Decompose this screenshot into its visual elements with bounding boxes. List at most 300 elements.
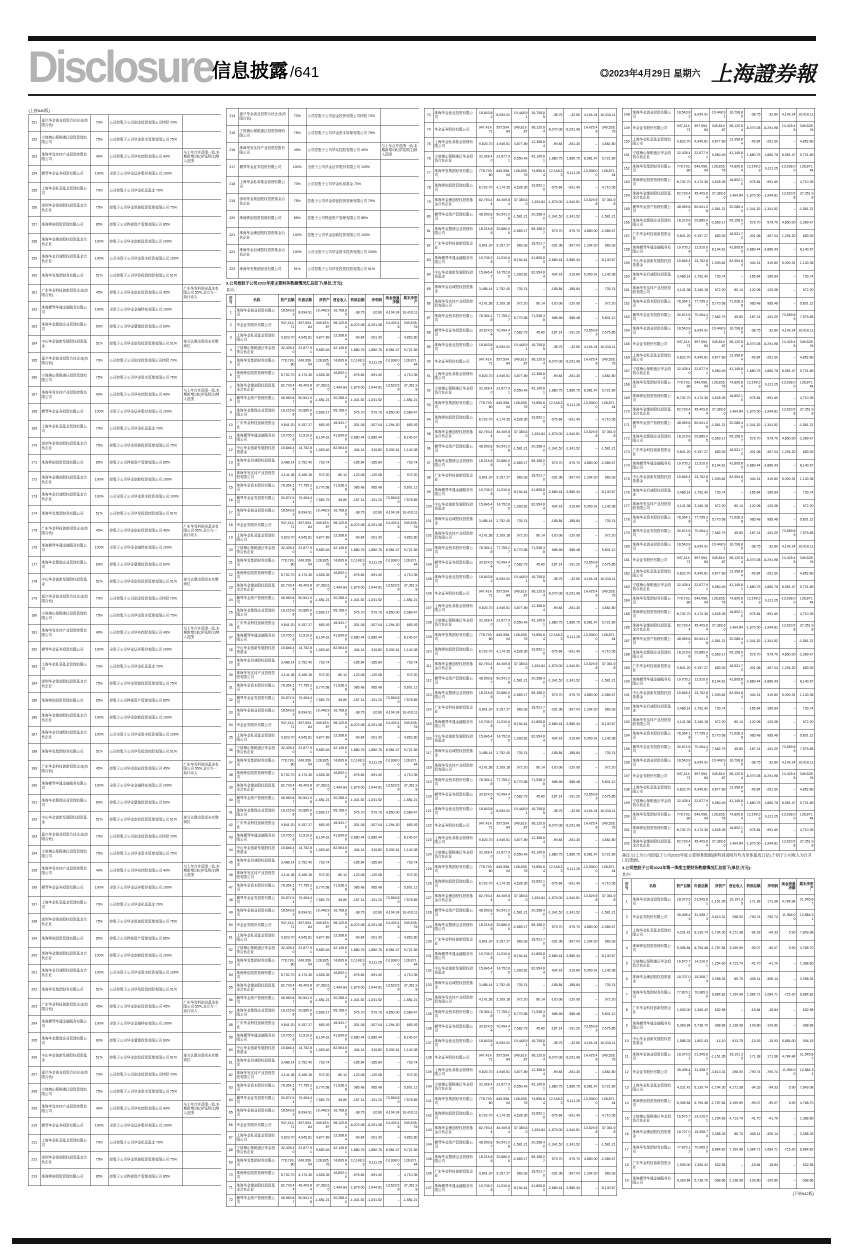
table-cell: 349,819.87 (511, 819, 529, 834)
table-cell: -185.84 (348, 457, 366, 470)
table-cell: 16,892.10 (727, 608, 745, 622)
table-cell: 18,543.82 (476, 804, 494, 819)
table-row (226, 982, 419, 995)
table-cell: 7 (622, 987, 631, 1003)
table-cell: 80.14 (529, 993, 547, 1008)
table-cell: -2,669.17 (511, 688, 529, 703)
page-number: /641 (290, 64, 320, 81)
table-cell: 珠海铧创投资管理有限公司 (631, 824, 674, 838)
table-cell: 珠海华金启诚股权投资基金合伙企业 (40, 965, 90, 982)
table-cell: – (383, 869, 401, 882)
table-cell: 8,981.47 (581, 616, 599, 631)
table-cell: 4,141.38 (278, 1069, 296, 1082)
table-row (226, 1044, 419, 1057)
table-cell: 20,288.40 (529, 674, 547, 689)
table-cell: 3,486.14 (674, 486, 692, 500)
table-cell: 73,559.89 (383, 894, 401, 907)
table-cell: 9,721.89 (599, 1080, 617, 1095)
table-cell: 中山华金创新发展股权投资基金 (433, 268, 476, 283)
table-cell: 404.14 (744, 257, 762, 271)
table-cell: 10,416.11 (797, 756, 815, 770)
table-cell: -6,291.98 (762, 122, 780, 136)
table-cell: 珠海华发实体产业投资控股有限公司 (631, 500, 674, 514)
table-row (424, 297, 617, 312)
table-cell: 37,351.98 (599, 195, 617, 210)
table-cell: 15 (226, 482, 235, 495)
table-cell: 1 (622, 894, 631, 910)
table-row (622, 675, 815, 689)
table-cell: 14,316.01 (692, 1111, 710, 1127)
note-4: 4.公司控股子公司2023年第一季度主要财务数据情况汇总如下(单位:万元): (622, 865, 752, 870)
table-cell: 32,428.40 (278, 1144, 296, 1157)
table-cell: 2,752.40 (296, 857, 314, 870)
table-cell: 48,959.87 (674, 635, 692, 649)
table-row (226, 782, 419, 795)
table-cell: 107 (424, 601, 433, 616)
table-cell: 128,835.76 (511, 1094, 529, 1109)
table-cell: 广东华发科创母基金有限公司 55%,双方为一致行动人 (182, 999, 221, 1016)
table-cell: -120.08 (762, 716, 780, 730)
table-cell: 4,768.70 (797, 941, 815, 957)
table-cell: -301.08 (546, 1167, 564, 1182)
table-cell: 4,141.38 (674, 500, 692, 514)
table-cell: 44 (226, 844, 235, 857)
table-cell: 128,835.76 (511, 166, 529, 181)
table-cell (380, 227, 419, 244)
table-cell: -13,938.00 (383, 557, 401, 570)
table-cell: 珠海华金创业投资有限公司 (433, 340, 476, 355)
table-cell: 中山华金创新发展股权投资基金 (40, 574, 90, 591)
table-cell: 18,531.70 (529, 471, 547, 486)
table-cell: -1,341.52 (348, 794, 366, 807)
table-cell: -2,669.17 (511, 1152, 529, 1167)
table-row (622, 392, 815, 406)
table-row (226, 682, 419, 695)
table-row (424, 978, 617, 993)
table-cell: 70,494.47 (296, 894, 314, 907)
table-cell: – (727, 1003, 745, 1019)
table-cell: 70,494.47 (296, 1094, 314, 1107)
table-cell: 8,140.67 (797, 243, 815, 257)
table-cell: -2,089.47 (401, 607, 419, 620)
table-cell (182, 778, 221, 795)
table-cell: 18,215.88 (476, 688, 494, 703)
table-cell: 珠海华金澳创股权投资基金合伙企业 (433, 195, 476, 210)
table-cell: 19,705.28 (476, 717, 494, 732)
table-row (424, 239, 617, 254)
table-cell: 70% (90, 659, 108, 676)
table-cell: 20,288.40 (331, 1194, 349, 1207)
table-cell: 37,383.60 (313, 582, 331, 595)
table-row (28, 523, 221, 540)
table-cell: -991.40 (564, 413, 582, 428)
table-cell: 683.93 (401, 619, 419, 632)
table-cell: 控股子公司华金慧理投资有限公司 60% (108, 1033, 182, 1050)
table-cell: -1,341.52 (762, 203, 780, 217)
table-cell: 9,550.49 (313, 944, 331, 957)
table-cell: 7,582.79 (709, 527, 727, 541)
table-cell: 75% (90, 608, 108, 625)
table-cell: 32,428.40 (278, 744, 296, 757)
table-row (28, 370, 221, 387)
table-cell: 上海华金私募基金管理有限公司 (235, 332, 278, 345)
table-row (28, 710, 221, 727)
table-cell: 控股子公司华金创业投资有限公司 45% (108, 523, 182, 540)
table-cell: 20,288.40 (331, 394, 349, 407)
table-cell: -307.04 (366, 819, 384, 832)
table-cell: 18,531.70 (529, 239, 547, 254)
table-cell: 珠海华金创业投资有限公司 (235, 707, 278, 720)
table-cell: 30,874.54 (674, 311, 692, 325)
table-cell: 1,306.42 (692, 1003, 710, 1019)
table-cell: 上海华金私募基金管理有限公司 (631, 351, 674, 365)
table-cell: 珠海华发实体产业投资控股有限公司 (433, 297, 476, 312)
table-cell: 985.48 (564, 543, 582, 558)
table-cell: 6,884.82 (709, 1142, 727, 1158)
table-row (28, 1050, 221, 1067)
table-cell: 8,981.47 (779, 149, 797, 163)
table-cell: 广东华金科技创新投资企业(有限合伙) (40, 999, 90, 1016)
table-cell: -1,341.52 (546, 674, 564, 689)
table-row (622, 716, 815, 730)
table-cell: 16,708.85 (529, 1036, 547, 1051)
table-cell: 珠海华金澳创股权投资基金合伙企业 (238, 227, 288, 244)
table-cell: 597,594.84 (296, 919, 314, 932)
table-cell: 4,104.24 (383, 507, 401, 520)
table-cell: 9,721.89 (401, 744, 419, 757)
table-row (424, 833, 617, 848)
table-cell (182, 965, 221, 982)
table-cell: 1,093.62 (313, 644, 331, 657)
table-cell: -261.30 (366, 332, 384, 345)
table-cell: 3,486.14 (476, 746, 494, 761)
table-cell: 70% (90, 591, 108, 608)
table-row (226, 719, 419, 732)
table-cell: 控股子公司华金创新投资有限公司 100% (108, 710, 182, 727)
table-cell: 50,541.08 (296, 794, 314, 807)
table-cell: 珠海铧创投资管理有限公司 (433, 877, 476, 892)
table-cell: 8,981.47 (581, 152, 599, 167)
table-cell: -1,944.81 (762, 405, 780, 419)
table-cell: 8,702.70 (278, 969, 296, 982)
table-cell: -261.30 (762, 783, 780, 797)
table-cell: 珠海华金澳创股权投资基金合伙企业 (40, 948, 90, 965)
column-header: 净利润 (366, 294, 384, 307)
table-cell: 70,494.47 (692, 311, 710, 325)
table-cell: 51% (90, 336, 108, 353)
table-cell: 珠海华发集团财务有限公司 (631, 987, 674, 1003)
table-cell: 华金证券股份有限公司 (235, 1119, 278, 1132)
table-row (226, 807, 419, 820)
table-cell: 珠海横琴华通金融服务有限公司 (631, 459, 674, 473)
table-cell: 77,755.27 (692, 297, 710, 311)
table-cell: 珠海华金创业投资有限公司 (631, 756, 674, 770)
table-cell: 185 (622, 608, 631, 622)
table-cell (182, 302, 221, 319)
table-cell: 75% (288, 193, 306, 210)
column-header: 现金流量净额 (383, 294, 401, 307)
table-cell: 16,892.10 (727, 824, 745, 838)
table-cell: 78,354.18 (278, 682, 296, 695)
table-cell: 9,550.49 (709, 149, 727, 163)
table-cell: 778,793.80 (476, 630, 494, 645)
table-cell: 194 (622, 729, 631, 743)
table-cell: 10,448.91 (313, 1107, 331, 1120)
table-cell: 4,174.35 (494, 1109, 512, 1124)
table-cell: 珠海华金澳创股权投资基金合伙企业 (235, 982, 278, 995)
table-cell (182, 1067, 221, 1084)
table-cell: 649,958.04 (296, 757, 314, 770)
table-cell: 嘉兴华金创业投资合伙企业(有限合伙) (40, 115, 90, 132)
table-cell: 22,877.91 (692, 365, 710, 379)
table-cell: 14,752.85 (296, 1044, 314, 1057)
table-cell: 163 (622, 311, 631, 325)
table-cell: -307.04 (366, 619, 384, 632)
table-row (622, 1034, 815, 1050)
table-cell: 1,494.84 (529, 659, 547, 674)
table-cell: 珠海华金澳创股权投资基金合伙企业 (235, 782, 278, 795)
table-cell: -2,880.44 (564, 949, 582, 964)
table-cell: 7 (226, 382, 235, 395)
table-cell: 12,148.33 (348, 557, 366, 570)
table-cell: -99.84 (546, 833, 564, 848)
table-row (226, 594, 419, 607)
table-cell: 1,494.84 (331, 782, 349, 795)
table-row (226, 657, 419, 670)
table-cell: 广东华金科技创新投资企业 (433, 935, 476, 950)
table-cell: – (581, 529, 599, 544)
table-cell: 1,880.75 (348, 744, 366, 757)
table-cell: 45% (90, 285, 108, 302)
table-cell: 167 (622, 365, 631, 379)
table-cell: 21,545.87 (797, 1049, 815, 1065)
table-cell: 9,157.27 (494, 471, 512, 486)
table-cell: -1,581.21 (797, 635, 815, 649)
table-cell: – (581, 601, 599, 616)
table-cell: 985.48 (744, 729, 762, 743)
table-cell: 128,835.76 (511, 398, 529, 413)
table-cell: 4,784.84 (779, 1049, 797, 1065)
table-cell: 14,752.85 (296, 844, 314, 857)
table-cell: 全资子公司华金证券股份有限公司 100% (108, 642, 182, 659)
table-cell: 1,294.20 (383, 619, 401, 632)
table-cell: 13,529.58 (581, 659, 599, 674)
table-cell: 上海华金私募基金管理有限公司 (631, 135, 674, 149)
table-cell: 632.58 (797, 1158, 815, 1174)
table-cell: 778,793.80 (476, 862, 494, 877)
table-row (226, 1119, 419, 1132)
table-cell: 4,945.81 (494, 369, 512, 384)
table-cell: 珠海横琴华通金融服务有限公司 (631, 1173, 674, 1189)
table-cell: -99.07 (762, 1096, 780, 1112)
table-cell: 8,094.91 (296, 307, 314, 320)
table-cell: 8,702.70 (476, 645, 494, 660)
table-cell: 12,358.84 (331, 1132, 349, 1145)
table-cell: 209 (28, 1101, 40, 1118)
table-cell: – (779, 1158, 797, 1174)
table-cell: 172 (622, 432, 631, 446)
table-cell: -6,070.08 (546, 355, 564, 370)
table-cell: 1,140.38 (401, 844, 419, 857)
table-cell: 4,104.24 (779, 108, 797, 122)
table-cell: -2,089.47 (599, 688, 617, 703)
table-row (622, 894, 815, 910)
table-cell: 9,111.25 (366, 957, 384, 970)
table-cell: -1,944.81 (564, 1123, 582, 1138)
table-cell: 7,849.98 (797, 1080, 815, 1096)
table-cell: 27 (226, 632, 235, 645)
table-cell: 161 (28, 285, 40, 302)
table-cell (182, 421, 221, 438)
table-cell: 13,529.58 (581, 1123, 599, 1138)
table-cell: 45.80 (727, 527, 745, 541)
table-cell: – (779, 824, 797, 838)
table-cell: 1,388.80 (797, 1111, 815, 1127)
table-row (622, 810, 815, 824)
table-cell: 158 (622, 243, 631, 257)
table-cell: 珠海铧创投资管理有限公司 (238, 210, 288, 227)
table-cell: 宁波梅山保税港区华金投资合伙企业 (631, 581, 674, 595)
table-cell: 10,416.11 (797, 324, 815, 338)
table-cell: 349,819.87 (709, 770, 727, 784)
table-cell: 9,550.49 (709, 797, 727, 811)
table-cell: 上海华金私募基金管理有限公司 (40, 659, 90, 676)
table-cell: 683.93 (511, 935, 529, 950)
table-cell: 37,383.60 (511, 427, 529, 442)
table-cell: 公司控股子公司华实控股有限公司 49% (108, 863, 182, 880)
table-cell: 珠海华金慧理企业管理有限公司 (631, 648, 674, 662)
table-cell: 37,351.98 (401, 382, 419, 395)
table-cell: -32.80 (762, 756, 780, 770)
table-cell: 75% (90, 914, 108, 931)
table-row (424, 1152, 617, 1167)
column-1 (28, 108, 221, 1214)
table-row (28, 761, 221, 778)
table-cell: 210 (28, 1118, 40, 1135)
table-row (424, 891, 617, 906)
table-cell: -2,089.47 (599, 456, 617, 471)
table-row (28, 353, 221, 370)
table-cell: 201 (28, 965, 40, 982)
section-title-text: 信息披露 (212, 61, 289, 82)
table-cell: 8,140.67 (401, 1032, 419, 1045)
table-cell: 3,398.33 (797, 972, 815, 988)
table-row (622, 351, 815, 365)
table-cell: -185.84 (762, 270, 780, 284)
table-cell: -14.10 (709, 1034, 727, 1050)
table-cell: 1,084.71 (744, 1142, 762, 1158)
table-cell: -991.40 (366, 969, 384, 982)
table-cell: 189 (28, 761, 40, 778)
table-cell: 7,154.98 (727, 1142, 745, 1158)
table-cell: -2,880.44 (564, 1181, 582, 1196)
table-cell (182, 1169, 221, 1186)
table-cell: 4,104.24 (383, 907, 401, 920)
table-row (424, 746, 617, 761)
table-cell: 20,288.40 (727, 419, 745, 433)
table-cell (182, 200, 221, 217)
table-cell: -6,070.08 (348, 719, 366, 732)
table-cell: 37,383.60 (709, 189, 727, 203)
table-cell: 深圳华金领创股权投资基金合伙企业 (40, 438, 90, 455)
table-cell: 972.20 (401, 1069, 419, 1082)
table-cell: 11,510.67 (692, 243, 710, 257)
table-cell: 30,874.54 (278, 494, 296, 507)
table-row (226, 1032, 419, 1045)
table-cell: -790.74 (744, 1065, 762, 1081)
table-cell (182, 540, 221, 557)
table-cell: 4,141.38 (278, 869, 296, 882)
table-cell: 广东华发科创母基金有限公司 55%,双方为一致行动人 (182, 523, 221, 540)
table-cell: 9,550.49 (313, 344, 331, 357)
table-cell: -991.40 (762, 176, 780, 190)
table-cell (182, 353, 221, 370)
table-row (424, 993, 617, 1008)
table-cell: 1,880.75 (366, 544, 384, 557)
table-cell: -1,581.21 (599, 906, 617, 921)
table-cell: -2,880.44 (546, 717, 564, 732)
table-cell: 中山华金创新发展股权投资基金 (40, 812, 90, 829)
table-cell: 3,169.18 (494, 761, 512, 776)
table-cell: 控股子公司华金慧理投资有限公司 60% (108, 557, 182, 574)
table-cell: 349,528.76 (797, 554, 815, 568)
column-header: 净资产 (313, 294, 331, 307)
table-cell: 1,880.75 (546, 1080, 564, 1095)
table-cell: 683.93 (313, 619, 331, 632)
table-cell: – (383, 394, 401, 407)
table-cell: 168 (28, 404, 40, 421)
table-cell: 20,288.40 (727, 635, 745, 649)
table-cell: 4,528.35 (709, 176, 727, 190)
table-cell: 579.70 (546, 224, 564, 239)
table-cell: 18,531.70 (529, 703, 547, 718)
table-cell: – (383, 569, 401, 582)
table-row (226, 757, 419, 770)
table-cell: 41,895.80 (529, 485, 547, 500)
table-cell: -1,341.52 (762, 419, 780, 433)
table-cell: 9,550.49 (511, 616, 529, 631)
table-cell: -368.86 (797, 1173, 815, 1189)
table-cell: 14,752.85 (692, 257, 710, 271)
table-cell: 控股子公司华金创新投资有限公司 100% (108, 948, 182, 965)
table-cell: 珠海华金澳创股权投资基金合伙企业 (631, 621, 674, 635)
table-cell: 20,885.05 (494, 224, 512, 239)
table-cell: 14,425.48 (779, 122, 797, 136)
table-row (424, 587, 617, 602)
table-cell: 9,823.70 (476, 601, 494, 616)
table-cell: 70,494.47 (494, 558, 512, 573)
table-cell: 115 (424, 717, 433, 732)
table-cell (182, 846, 221, 863)
table-cell: 广东华金科技创新投资企业(有限合伙) (40, 761, 90, 778)
table-cell: 5,395.84 (674, 941, 692, 957)
table-cell: -1,757.84 (709, 1096, 727, 1112)
table-cell: 公司控股子公司创金投资有限公司持股 70% (108, 591, 182, 608)
table-cell: -99.84 (546, 369, 564, 384)
table-cell: 51% (90, 1050, 108, 1067)
table-cell: 16,708.85 (727, 756, 745, 770)
continued-from-label: (上接640版) (28, 108, 50, 113)
table-cell: 1,093.62 (313, 444, 331, 457)
table-cell: 73,559.89 (581, 326, 599, 341)
financials-2022-table-continued (424, 108, 617, 1196)
table-cell: 15,846.47 (476, 268, 494, 283)
table-cell: 32,428.40 (674, 365, 692, 379)
table-cell: 9,550.49 (313, 744, 331, 757)
table-cell: 349,819.87 (511, 355, 529, 370)
table-cell: 横琴华金证券投资有限公司 (235, 894, 278, 907)
table-cell: 192 (622, 702, 631, 716)
